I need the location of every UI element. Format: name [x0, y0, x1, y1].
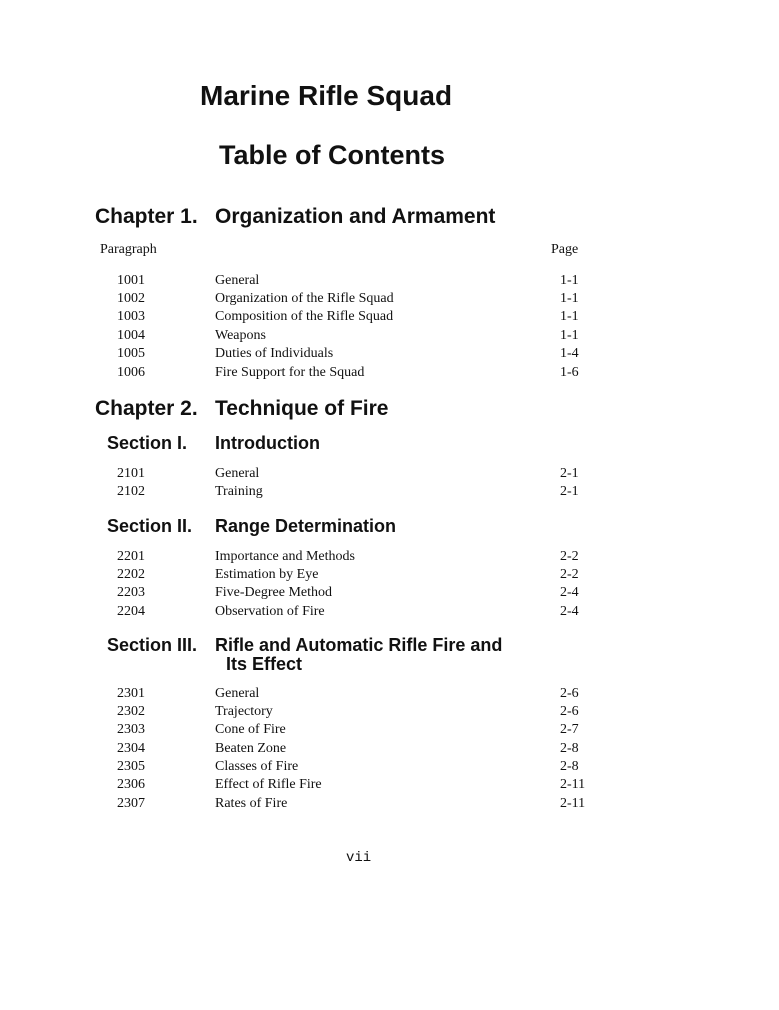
entry-page: 1-1 [560, 291, 579, 306]
entry-number: 2303 [117, 722, 145, 737]
section-1-title: Introduction [215, 433, 320, 453]
entry-number: 2302 [117, 704, 145, 719]
entry-number: 1005 [117, 346, 145, 361]
entry-number: 1006 [117, 365, 145, 380]
entry-title: General [215, 466, 260, 481]
entry-number: 1003 [117, 309, 145, 324]
entry-title: Composition of the Rifle Squad [215, 309, 394, 324]
entry-page: 2-1 [560, 466, 579, 481]
entry-page: 2-11 [560, 777, 586, 792]
entry-number: 2203 [117, 585, 145, 600]
toc-entry [0, 722, 779, 740]
entry-title: Five-Degree Method [215, 585, 333, 600]
toc-entry [0, 777, 779, 795]
entry-page: 2-1 [560, 484, 579, 499]
toc-entry [0, 741, 779, 759]
toc-entry [0, 704, 779, 722]
entry-page: 2-7 [560, 722, 579, 737]
paragraph-column-header: Paragraph [100, 242, 157, 257]
entry-page: 2-11 [560, 796, 586, 811]
document-title: Marine Rifle Squad [200, 80, 453, 111]
section-2-title: Range Determination [215, 516, 397, 536]
toc-entry [0, 328, 779, 346]
entry-number: 1004 [117, 328, 145, 343]
entry-page: 2-8 [560, 759, 579, 774]
toc-entry [0, 585, 779, 603]
entry-number: 2305 [117, 759, 145, 774]
section-1-label: Section I. [107, 433, 188, 453]
entry-page: 2-2 [560, 567, 579, 582]
entry-title: Observation of Fire [215, 604, 325, 619]
entry-title: Duties of Individuals [215, 346, 334, 361]
entry-number: 2307 [117, 796, 145, 811]
entry-number: 2301 [117, 686, 145, 701]
entry-number: 2101 [117, 466, 145, 481]
entry-page: 2-2 [560, 549, 579, 564]
toc-entry [0, 549, 779, 567]
entry-title: Effect of Rifle Fire [215, 777, 322, 792]
entry-page: 1-1 [560, 328, 579, 343]
toc-entry [0, 484, 779, 502]
section-3-label: Section III. [107, 635, 198, 655]
toc-entry [0, 759, 779, 777]
entry-page: 2-4 [560, 604, 579, 619]
entry-title: Beaten Zone [215, 741, 287, 756]
toc-entry [0, 291, 779, 309]
entry-title: Importance and Methods [215, 549, 355, 564]
toc-entry [0, 686, 779, 704]
entry-title: Organization of the Rifle Squad [215, 291, 394, 306]
section-2-label: Section II. [107, 516, 193, 536]
toc-entry [0, 567, 779, 585]
page-number: vii [346, 850, 372, 866]
entry-number: 2202 [117, 567, 145, 582]
entry-page: 2-4 [560, 585, 579, 600]
entry-number: 2201 [117, 549, 145, 564]
entry-page: 2-8 [560, 741, 579, 756]
entry-title: Classes of Fire [215, 759, 299, 774]
entry-title: Training [215, 484, 263, 499]
entry-title: Trajectory [215, 704, 273, 719]
toc-entry [0, 796, 779, 814]
entry-page: 1-4 [560, 346, 579, 361]
chapter-1-title: Organization and Armament [215, 205, 496, 228]
entry-number: 2204 [117, 604, 145, 619]
entry-page: 1-6 [560, 365, 579, 380]
entry-page: 2-6 [560, 686, 579, 701]
entry-number: 1001 [117, 273, 145, 288]
entry-title: Fire Support for the Squad [215, 365, 365, 380]
toc-heading: Table of Contents [219, 140, 445, 170]
entry-number: 2304 [117, 741, 145, 756]
toc-entry [0, 365, 779, 383]
section-3-title-line-2: Its Effect [226, 654, 303, 674]
section-3-title-line-1: Rifle and Automatic Rifle Fire and [215, 635, 503, 655]
entry-title: Weapons [215, 328, 266, 343]
toc-entry [0, 346, 779, 364]
entry-title: Estimation by Eye [215, 567, 319, 582]
toc-entry [0, 309, 779, 327]
chapter-2-label: Chapter 2. [95, 397, 198, 420]
entry-page: 1-1 [560, 309, 579, 324]
entry-title: Cone of Fire [215, 722, 286, 737]
entry-number: 2306 [117, 777, 145, 792]
chapter-1-label: Chapter 1. [95, 205, 198, 228]
entry-title: General [215, 273, 260, 288]
entry-title: Rates of Fire [215, 796, 288, 811]
entry-number: 2102 [117, 484, 145, 499]
toc-entry [0, 604, 779, 622]
entry-page: 1-1 [560, 273, 579, 288]
toc-entry [0, 273, 779, 291]
entry-number: 1002 [117, 291, 145, 306]
page-column-header: Page [551, 242, 579, 257]
entry-title: General [215, 686, 260, 701]
chapter-2-title: Technique of Fire [215, 397, 389, 420]
entry-page: 2-6 [560, 704, 579, 719]
toc-entry [0, 466, 779, 484]
